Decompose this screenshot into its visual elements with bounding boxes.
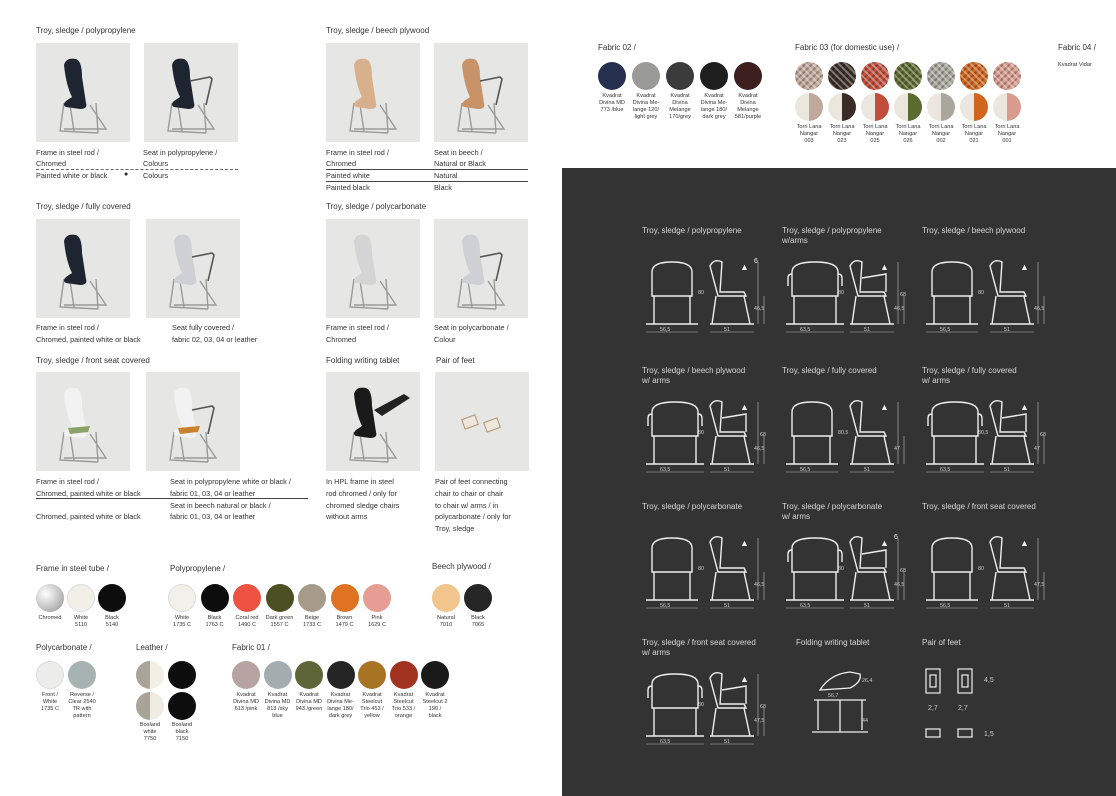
polypropylene-label-7: Pink 1629 C <box>367 615 387 628</box>
dim-height-7: 80 <box>698 566 704 572</box>
dim-seat-2: 46,5 <box>894 306 905 312</box>
fabric02-label-3: Kvadrat Divina Melange 170/grey <box>669 93 691 120</box>
polycarbonate-swatch-1 <box>36 661 64 689</box>
stackable-icon: ▲ <box>1020 402 1029 412</box>
beech-title: Beech plywood / <box>432 562 491 571</box>
drawing-title-5: Troy, sledge / fully covered <box>782 366 877 375</box>
dim-seat-9: 47,5 <box>1034 582 1045 588</box>
fabric01-label-6: Kvadrat Steelcut Trio 533 / orange <box>391 692 416 719</box>
fabric01-swatch-7 <box>421 661 449 689</box>
dim-seat-6: 47 <box>1034 446 1040 452</box>
drawing-title-8: Troy, sledge / polycarbonate w/ arms <box>782 502 883 521</box>
fabric03-swatch-4 <box>894 62 922 90</box>
drawing-title-4: Troy, sledge / beech plywood w/ arms <box>642 366 746 385</box>
fabric02-label-5: Kvadrat Divina Melange 581/purple <box>734 93 762 120</box>
chair-photo-polycarbonate <box>326 219 420 318</box>
fabric03-swatch-7 <box>993 62 1021 90</box>
tablet-photo <box>326 372 420 471</box>
polypropylene-label-6: Brown 1479 C <box>335 615 354 628</box>
frame-swatch-1 <box>36 584 64 612</box>
dim-seat-3: 46,5 <box>1034 306 1045 312</box>
fabric03-swatch-back-4 <box>894 93 922 121</box>
fabric03-swatch-back-2 <box>828 93 856 121</box>
dim-seat-10: 47,5 <box>754 718 765 724</box>
dim-height-6: 80,5 <box>978 430 989 436</box>
fabric01-label-1: Kvadrat Divina MD 613 /pink <box>233 692 259 712</box>
fabric03-swatch-2 <box>828 62 856 90</box>
fabric03-label-6: Torri Lana Nangar 021 <box>961 124 987 144</box>
frame-title: Frame in steel tube / <box>36 564 109 573</box>
variant-title-5: Troy, sledge / front seat covered <box>36 356 150 365</box>
variant-title-4: Troy, sledge / polycarbonate <box>326 202 427 211</box>
dim-seat-4: 46,5 <box>754 446 765 452</box>
chair-drawing-9 <box>924 532 1054 612</box>
stackable-icon: ▲ <box>880 538 889 548</box>
stackable-icon: ▲ <box>740 402 749 412</box>
drawing-title-1: Troy, sledge / polypropylene <box>642 226 742 235</box>
polypropylene-title: Polypropylene / <box>170 564 226 573</box>
dim-width-side-3: 51 <box>1004 327 1010 333</box>
fabric03-swatch-back-7 <box>993 93 1021 121</box>
fabric03-swatch-back-5 <box>927 93 955 121</box>
paint-icon: ● <box>124 171 129 178</box>
fabric01-swatch-3 <box>295 661 323 689</box>
dim-height-8: 80 <box>838 566 844 572</box>
polypropylene-swatch-1 <box>168 584 196 612</box>
chair-drawing-10 <box>644 668 774 748</box>
stackable-icon: ▲ <box>740 262 749 272</box>
chair-drawing-4 <box>644 396 774 476</box>
fabric01-swatch-1 <box>232 661 260 689</box>
leather-label-2: Boxland black 7150 <box>171 722 193 742</box>
drawing-title-7: Troy, sledge / polycarbonate <box>642 502 743 511</box>
fabric02-swatch-3 <box>666 62 694 90</box>
dim-height-9: 80 <box>978 566 984 572</box>
fabric03-title: Fabric 03 (for domestic use) / <box>795 43 900 52</box>
fabric02-title: Fabric 02 / <box>598 43 636 52</box>
fabric02-label-1: Kvadrat Divina MD 773 /blue <box>599 93 625 113</box>
tablet-drawing <box>800 660 880 745</box>
fabric01-label-5: Kvadrat Steelcut Trio 453 / yellow <box>360 692 384 719</box>
stack-count-1: 6 <box>754 258 758 265</box>
dim-width-front-9: 56,5 <box>940 603 951 609</box>
polypropylene-label-3: Coral red 1490 C <box>235 615 259 628</box>
fabric01-label-3: Kvadrat Divina MD 943 /green <box>295 692 323 712</box>
fabric03-swatch-1 <box>795 62 823 90</box>
fabric01-swatch-5 <box>358 661 386 689</box>
fabric03-label-2: Torri Lana Nangar 023 <box>829 124 855 144</box>
feet-photo <box>435 372 529 471</box>
drawing-title-6: Troy, sledge / fully covered w/ arms <box>922 366 1017 385</box>
beech-swatch-1 <box>432 584 460 612</box>
dim-height-4: 80 <box>698 430 704 436</box>
polypropylene-label-5: Beige 1733 C <box>302 615 322 628</box>
dim-width-side-7: 51 <box>724 603 730 609</box>
dim-width-side-1: 51 <box>724 327 730 333</box>
frame-label-1: Chromed <box>38 615 62 621</box>
variant-title-6: Folding writing tablet <box>326 356 400 365</box>
fabric02-swatch-2 <box>632 62 660 90</box>
chair-photo-polypropylene <box>36 43 130 142</box>
feet-image <box>435 372 529 471</box>
polypropylene-swatch-3 <box>233 584 261 612</box>
fabric03-label-5: Torri Lana Nangar 002 <box>928 124 954 144</box>
stackable-icon: ▲ <box>1020 538 1029 548</box>
chair-drawing-5 <box>784 396 914 476</box>
beech-swatch-2 <box>464 584 492 612</box>
dim-width-front-8: 63,5 <box>800 603 811 609</box>
dim-width-front-2: 63,5 <box>800 327 811 333</box>
frame-swatch-3 <box>98 584 126 612</box>
polypropylene-label-1: White 1735 C <box>172 615 192 628</box>
fabric01-swatch-6 <box>390 661 418 689</box>
dim-arm-2: 68 <box>900 292 906 298</box>
fabric01-label-7: Kvadrat Steelcut 2 190 / black <box>422 692 448 719</box>
dim-width-side-5: 51 <box>864 467 870 473</box>
fabric03-label-4: Torri Lana Nangar 026 <box>895 124 921 144</box>
fabric02-label-2: Kvadrat Divina Me- lange 120/ light grey <box>632 93 660 120</box>
drawing-title-10: Troy, sledge / front seat covered w/ arms <box>642 638 756 657</box>
leather-title: Leather / <box>136 643 168 652</box>
polypropylene-swatch-4 <box>266 584 294 612</box>
chair-drawing-3 <box>924 256 1054 336</box>
frame-label-3: Black 5140 <box>105 615 119 628</box>
dim-arm-8: 68 <box>900 568 906 574</box>
leather-swatch-1 <box>136 661 164 689</box>
polycarbonate-label-2: Reverse / Clear 2540 TR with pattern <box>68 692 96 719</box>
polycarbonate-title: Polycarbonate / <box>36 643 92 652</box>
polypropylene-label-4: Dark green 1557 C <box>265 615 294 628</box>
dim-height-10: 80 <box>698 702 704 708</box>
fabric03-label-3: Torri Lana Nangar 025 <box>862 124 888 144</box>
chair-drawing-7 <box>644 532 774 612</box>
dim-height-3: 80 <box>978 290 984 296</box>
fabric02-swatch-5 <box>734 62 762 90</box>
chair-photo-fully-covered <box>36 219 130 318</box>
dim-width-side-6: 51 <box>1004 467 1010 473</box>
dim-width-side-9: 51 <box>1004 603 1010 609</box>
polypropylene-swatch-5 <box>298 584 326 612</box>
dim-width-side-4: 51 <box>724 467 730 473</box>
fabric03-swatch-6 <box>960 62 988 90</box>
beech-label-2: Black 7065 <box>471 615 485 628</box>
dim-width-front-5: 56,5 <box>800 467 811 473</box>
polypropylene-swatch-2 <box>201 584 229 612</box>
dim-width-front-3: 56,5 <box>940 327 951 333</box>
fabric03-swatch-back-1 <box>795 93 823 121</box>
drawing-title-9: Troy, sledge / front seat covered <box>922 502 1036 511</box>
fabric01-label-2: Kvadrat Divina MD 813 /sky blue <box>264 692 291 719</box>
drawing-title-3: Troy, sledge / beech plywood <box>922 226 1026 235</box>
fabric01-swatch-4 <box>327 661 355 689</box>
dim-width-side-10: 51 <box>724 739 730 745</box>
fabric02-swatch-4 <box>700 62 728 90</box>
dim-height-1: 80 <box>698 290 704 296</box>
frame-label-2: White 5110 <box>73 615 89 628</box>
fabric03-label-1: Torri Lana Nangar 003 <box>796 124 822 144</box>
dim-seat-7: 46,5 <box>754 582 765 588</box>
polypropylene-swatch-6 <box>331 584 359 612</box>
dim-arm-4: 68 <box>760 432 766 438</box>
leather-swatch-alt-2 <box>168 692 196 720</box>
dim-width-front-4: 63,5 <box>660 467 671 473</box>
chair-photo-fully-covered-arms <box>146 219 240 318</box>
chair-drawing-1 <box>644 256 774 336</box>
chair-drawing-8 <box>784 532 914 612</box>
fabric02-swatch-1 <box>598 62 626 90</box>
dim-width-front-6: 63,5 <box>940 467 951 473</box>
chair-photo-polypropylene-arms <box>144 43 238 142</box>
dim-width-side-8: 51 <box>864 603 870 609</box>
leather-swatch-alt-1 <box>136 692 164 720</box>
dim-height-5: 80,5 <box>838 430 849 436</box>
frame-swatch-2 <box>67 584 95 612</box>
variant-title-7: Pair of feet <box>436 356 475 365</box>
fabric03-swatch-back-6 <box>960 93 988 121</box>
beech-label-1: Natural 7010 <box>436 615 456 628</box>
chair-photo-front-seat-arms <box>146 372 240 471</box>
leather-swatch-2 <box>168 661 196 689</box>
chair-drawing-6 <box>924 396 1054 476</box>
stackable-icon: ▲ <box>880 262 889 272</box>
tablet-drawing-title: Folding writing tablet <box>796 638 870 647</box>
dim-width-front-1: 56,5 <box>660 327 671 333</box>
chair-photo-beech <box>326 43 420 142</box>
polycarbonate-swatch-2 <box>68 661 96 689</box>
variant-title-1: Troy, sledge / polypropylene <box>36 26 136 35</box>
variant-title-3: Troy, sledge / fully covered <box>36 202 131 211</box>
chair-photo-front-seat <box>36 372 130 471</box>
dim-width-front-7: 56,5 <box>660 603 671 609</box>
polypropylene-swatch-7 <box>363 584 391 612</box>
polypropylene-label-2: Black 1763 C <box>205 615 224 628</box>
fabric02-label-4: Kvadrat Divina Me- lange 180/ dark grey <box>700 93 728 120</box>
feet-drawing-title: Pair of feet <box>922 638 961 647</box>
stackable-icon: ▲ <box>740 538 749 548</box>
dim-width-front-10: 63,5 <box>660 739 671 745</box>
stackable-icon: ▲ <box>1020 262 1029 272</box>
chair-drawing-2 <box>784 256 914 336</box>
fabric01-swatch-2 <box>264 661 292 689</box>
stackable-icon: ▲ <box>740 674 749 684</box>
dim-seat-5: 47 <box>894 446 900 452</box>
stack-count-8: 6 <box>894 534 898 541</box>
dim-seat-8: 46,5 <box>894 582 905 588</box>
fabric03-swatch-3 <box>861 62 889 90</box>
fabric03-label-7: Torri Lana Nangar 001 <box>994 124 1020 144</box>
dim-width-side-2: 51 <box>864 327 870 333</box>
dim-arm-6: 68 <box>1040 432 1046 438</box>
leather-label-1: Boxland white 7750 <box>139 722 161 742</box>
chair-photo-polycarbonate-arms <box>434 219 528 318</box>
dim-seat-1: 46,5 <box>754 306 765 312</box>
chair-photo-beech-arms <box>434 43 528 142</box>
fabric01-title: Fabric 01 / <box>232 643 270 652</box>
polycarbonate-label-1: Front / White 1735 C <box>40 692 60 712</box>
fabric03-swatch-back-3 <box>861 93 889 121</box>
dim-arm-10: 68 <box>760 704 766 710</box>
fabric01-label-4: Kvadrat Divina Me- lange 180/ dark grey <box>327 692 354 719</box>
drawing-title-2: Troy, sledge / polypropylene w/arms <box>782 226 882 245</box>
stackable-icon: ▲ <box>880 402 889 412</box>
fabric04-note: Kvadrat Vidar <box>1058 62 1092 68</box>
dim-height-2: 80 <box>838 290 844 296</box>
variant-title-2: Troy, sledge / beech plywood <box>326 26 430 35</box>
fabric04-title: Fabric 04 / <box>1058 43 1096 52</box>
fabric03-swatch-5 <box>927 62 955 90</box>
